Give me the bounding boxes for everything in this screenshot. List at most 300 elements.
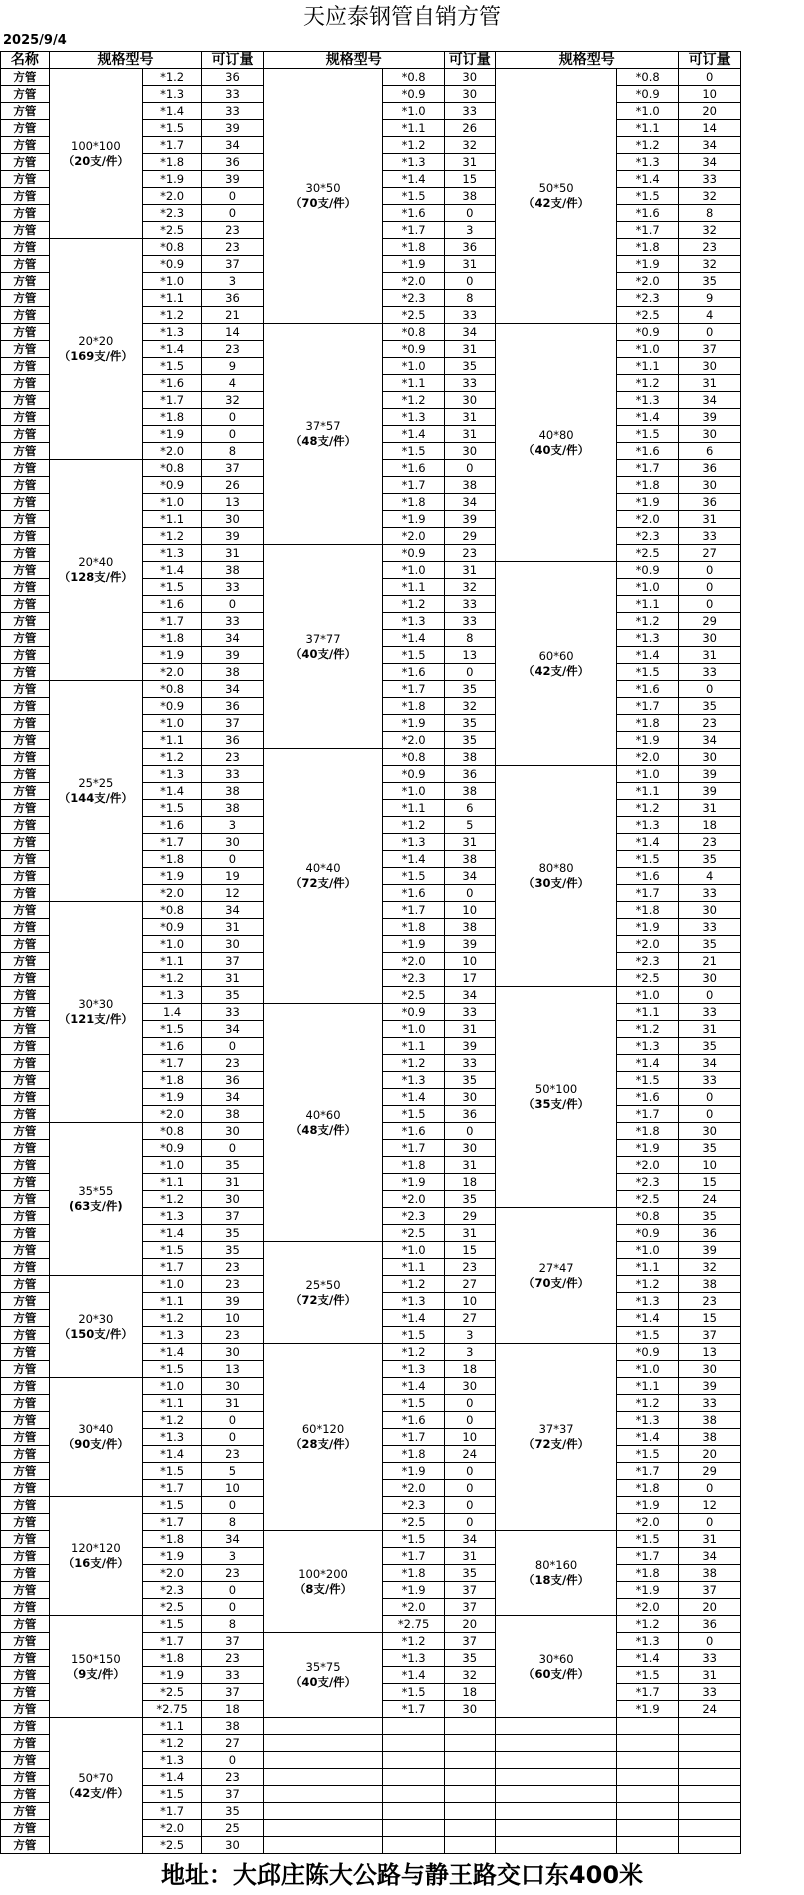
quantity-cell: 18 [444,1361,495,1378]
quantity-cell: 35 [202,1225,263,1242]
product-name-cell: 方管 [1,511,50,528]
spec-group-cell [49,1616,142,1718]
empty-cell [263,1820,383,1837]
empty-cell [678,1735,741,1752]
thickness-cell: *1.7 [617,1463,678,1480]
quantity-cell: 34 [678,1055,741,1072]
empty-cell [263,1718,383,1735]
thickness-cell: *0.8 [142,460,201,477]
thickness-cell: *1.4 [142,783,201,800]
empty-cell [263,1803,383,1820]
quantity-cell: 31 [678,647,741,664]
quantity-cell: 10 [444,1293,495,1310]
product-name-cell: 方管 [1,358,50,375]
thickness-cell: *1.2 [383,137,444,154]
thickness-cell: *1.2 [142,1735,201,1752]
thickness-cell: *1.0 [142,1276,201,1293]
quantity-cell: 39 [678,409,741,426]
thickness-cell: *0.9 [142,698,201,715]
thickness-cell: *1.7 [383,681,444,698]
thickness-cell: *1.4 [383,1089,444,1106]
quantity-cell: 8 [444,290,495,307]
thickness-cell: *1.8 [383,1446,444,1463]
quantity-cell: 39 [202,647,263,664]
spec-group-cell [49,902,142,1123]
product-name-cell: 方管 [1,1225,50,1242]
quantity-cell: 36 [444,766,495,783]
quantity-cell: 35 [202,987,263,1004]
thickness-cell: *2.3 [617,1174,678,1191]
product-name-cell: 方管 [1,460,50,477]
thickness-cell: *2.0 [617,273,678,290]
thickness-cell: *1.7 [142,1259,201,1276]
table-row [1,239,804,256]
spec-group-cell [49,460,142,681]
spec-size: 35*55 [78,1184,114,1198]
product-name-cell: 方管 [1,562,50,579]
quantity-cell: 15 [444,171,495,188]
thickness-cell: *1.0 [617,987,678,1004]
thickness-cell: *1.0 [142,936,201,953]
address: 地址：大邱庄陈大公路与静王路交口东400米 [160,1861,644,1889]
product-name-cell: 方管 [1,851,50,868]
quantity-cell: 31 [444,562,495,579]
quantity-cell: 23 [202,222,263,239]
thickness-cell: *1.1 [142,511,201,528]
quantity-cell: 32 [202,392,263,409]
thickness-cell: *2.0 [383,273,444,290]
thickness-cell: *1.9 [383,1463,444,1480]
thickness-cell: *1.9 [142,1089,201,1106]
quantity-cell: 36 [678,494,741,511]
empty-cell [444,1786,495,1803]
thickness-cell: *1.2 [142,307,201,324]
table-row [1,69,804,86]
quantity-cell: 0 [202,1752,263,1769]
quantity-cell: 33 [678,919,741,936]
empty-cell [444,1718,495,1735]
quantity-cell: 30 [444,443,495,460]
quantity-cell: 33 [202,579,263,596]
product-name-cell: 方管 [1,1412,50,1429]
product-name-cell: 方管 [1,749,50,766]
product-name-cell: 方管 [1,86,50,103]
spec-group-cell [495,987,617,1208]
quantity-cell: 4 [678,307,741,324]
empty-cell [678,1718,741,1735]
thickness-cell: *1.2 [617,1276,678,1293]
thickness-cell: *1.7 [142,1514,201,1531]
quantity-cell: 12 [678,1497,741,1514]
thickness-cell: *1.8 [617,1480,678,1497]
product-name-cell: 方管 [1,1769,50,1786]
thickness-cell: *1.5 [383,188,444,205]
thickness-cell: *1.3 [142,766,201,783]
product-name-cell: 方管 [1,1378,50,1395]
quantity-cell: 35 [678,1038,741,1055]
thickness-cell: *1.5 [617,851,678,868]
quantity-cell: 32 [678,222,741,239]
thickness-cell: *1.3 [383,1650,444,1667]
thickness-cell: *1.0 [383,1021,444,1038]
thickness-cell: *1.2 [617,375,678,392]
spec-group-cell [263,1344,383,1531]
quantity-cell: 32 [444,137,495,154]
quantity-cell: 23 [202,749,263,766]
product-name-cell: 方管 [1,1752,50,1769]
spec-pack: (63支/件) [68,1199,123,1213]
empty-cell [617,1752,678,1769]
thickness-cell: *1.9 [383,1582,444,1599]
thickness-cell: *1.9 [142,171,201,188]
thickness-cell: *1.2 [617,1395,678,1412]
quantity-cell: 31 [444,409,495,426]
quantity-cell: 37 [202,1786,263,1803]
header-qty-1: 可订量 [202,52,263,69]
spec-pack: （70支/件） [289,196,357,210]
empty-cell [263,1752,383,1769]
quantity-cell: 27 [444,1310,495,1327]
product-name-cell: 方管 [1,1259,50,1276]
product-name-cell: 方管 [1,766,50,783]
quantity-cell: 26 [444,120,495,137]
thickness-cell: *1.6 [617,868,678,885]
product-name-cell: 方管 [1,1820,50,1837]
spec-pack: （42支/件） [522,196,590,210]
product-name-cell: 方管 [1,273,50,290]
quantity-cell: 39 [202,171,263,188]
product-name-cell: 方管 [1,919,50,936]
quantity-cell: 10 [444,953,495,970]
thickness-cell: *1.7 [142,613,201,630]
thickness-cell: *2.5 [617,970,678,987]
quantity-cell: 0 [444,1497,495,1514]
thickness-cell: *1.6 [383,664,444,681]
quantity-cell: 30 [444,1701,495,1718]
spec-pack: （16支/件） [62,1556,129,1570]
quantity-cell: 27 [444,1276,495,1293]
product-name-cell: 方管 [1,1140,50,1157]
thickness-cell: *2.0 [142,1106,201,1123]
product-name-cell: 方管 [1,885,50,902]
spec-group-cell [49,1378,142,1497]
spec-group-cell [495,562,617,766]
thickness-cell: *1.0 [142,715,201,732]
thickness-cell: *1.3 [142,545,201,562]
thickness-cell: *1.0 [617,103,678,120]
quantity-cell: 0 [202,1497,263,1514]
empty-cell [617,1769,678,1786]
empty-cell [383,1786,444,1803]
spec-pack: （144支/件） [58,791,133,805]
product-name-cell: 方管 [1,834,50,851]
quantity-cell: 31 [678,375,741,392]
product-name-cell: 方管 [1,188,50,205]
empty-cell [444,1803,495,1820]
spec-group-cell [495,766,617,987]
thickness-cell: *0.8 [383,749,444,766]
thickness-cell: *1.9 [383,936,444,953]
thickness-cell: *1.8 [142,154,201,171]
thickness-cell: *1.5 [383,1106,444,1123]
product-name-cell: 方管 [1,1616,50,1633]
product-name-cell: 方管 [1,1497,50,1514]
thickness-cell: *1.5 [617,1072,678,1089]
product-name-cell: 方管 [1,596,50,613]
thickness-cell: *1.5 [142,1463,201,1480]
table-row [1,460,804,477]
header-spec-1: 规格型号 [49,52,202,69]
quantity-cell: 23 [678,239,741,256]
quantity-cell: 31 [202,545,263,562]
spec-size: 37*37 [538,1422,574,1436]
spec-pack: （72支/件） [289,1292,357,1307]
quantity-cell: 35 [444,1650,495,1667]
spec-size: 50*70 [78,1770,114,1785]
page-title: 天应泰钢管自销方管 [302,5,501,30]
quantity-cell: 0 [444,885,495,902]
quantity-cell: 30 [678,1123,741,1140]
thickness-cell: *1.7 [383,477,444,494]
spec-group-cell [263,1004,383,1242]
empty-cell [383,1752,444,1769]
thickness-cell: *1.9 [617,1582,678,1599]
spec-pack: （72支/件） [522,1437,590,1451]
quantity-cell: 31 [202,1395,263,1412]
product-name-cell: 方管 [1,1361,50,1378]
thickness-cell: *1.5 [142,120,201,137]
quantity-cell: 34 [202,1531,263,1548]
empty-cell [495,1735,617,1752]
thickness-cell: *1.2 [383,1276,444,1293]
empty-cell [383,1803,444,1820]
thickness-cell: *2.3 [617,528,678,545]
quantity-cell: 30 [444,1140,495,1157]
thickness-cell: *0.9 [383,1004,444,1021]
quantity-cell: 30 [202,834,263,851]
quantity-cell: 23 [444,545,495,562]
thickness-cell: *1.3 [617,154,678,171]
quantity-cell: 33 [202,613,263,630]
thickness-cell: *1.2 [617,137,678,154]
product-name-cell: 方管 [1,290,50,307]
quantity-cell: 38 [678,1565,741,1582]
quantity-cell: 35 [678,936,741,953]
quantity-cell: 29 [444,1208,495,1225]
thickness-cell: *1.1 [617,596,678,613]
quantity-cell: 0 [202,1412,263,1429]
quantity-cell: 0 [678,681,741,698]
quantity-cell: 30 [202,1344,263,1361]
thickness-cell: *1.9 [142,1667,201,1684]
quantity-cell: 31 [202,1174,263,1191]
spec-pack: （40支/件） [289,1675,357,1689]
thickness-cell: *1.0 [142,273,201,290]
thickness-cell: *1.7 [142,392,201,409]
quantity-cell: 30 [202,936,263,953]
quantity-cell: 39 [444,1038,495,1055]
thickness-cell: *1.2 [142,69,201,86]
thickness-cell: *1.9 [383,511,444,528]
quantity-cell: 33 [678,1072,741,1089]
thickness-cell: *1.4 [383,630,444,647]
spec-group-cell [495,1208,617,1344]
product-name-cell: 方管 [1,69,50,86]
thickness-cell: *1.8 [383,1565,444,1582]
spec-pack: （150支/件） [58,1326,133,1341]
thickness-cell: *1.3 [142,1752,201,1769]
thickness-cell: *1.0 [617,766,678,783]
quantity-cell: 32 [678,188,741,205]
thickness-cell: *1.5 [142,1021,201,1038]
table-row [1,902,804,919]
quantity-cell: 31 [444,426,495,443]
quantity-cell: 38 [444,851,495,868]
product-name-cell: 方管 [1,477,50,494]
empty-cell [495,1718,617,1735]
spec-size: 20*30 [78,1311,114,1326]
thickness-cell: *2.0 [383,1599,444,1616]
quantity-cell: 39 [202,120,263,137]
product-name-cell: 方管 [1,1446,50,1463]
thickness-cell: *1.8 [617,1565,678,1582]
product-name-cell: 方管 [1,1582,50,1599]
quantity-cell: 31 [202,919,263,936]
product-name-cell: 方管 [1,1786,50,1803]
quantity-cell: 31 [444,154,495,171]
quantity-cell: 24 [444,1446,495,1463]
product-name-cell: 方管 [1,715,50,732]
thickness-cell: *1.3 [383,834,444,851]
quantity-cell: 31 [202,970,263,987]
spec-group-cell [263,545,383,749]
quantity-cell: 34 [202,1089,263,1106]
quantity-cell: 35 [444,358,495,375]
thickness-cell: *1.1 [142,732,201,749]
quantity-cell: 33 [444,596,495,613]
spec-group-cell [49,1718,142,1854]
spec-pack: （48支/件） [289,434,357,448]
quantity-cell: 29 [678,613,741,630]
quantity-cell: 30 [444,392,495,409]
quantity-cell: 30 [678,630,741,647]
quantity-cell: 39 [202,1293,263,1310]
quantity-cell: 37 [202,1684,263,1701]
quantity-cell: 21 [678,953,741,970]
spec-group-cell [263,1242,383,1344]
product-name-cell: 方管 [1,154,50,171]
thickness-cell: *1.7 [142,834,201,851]
quantity-cell: 0 [202,1038,263,1055]
thickness-cell: *0.8 [142,239,201,256]
thickness-cell: *1.7 [383,1548,444,1565]
thickness-cell: *1.1 [383,800,444,817]
quantity-cell: 0 [202,851,263,868]
empty-cell [444,1837,495,1854]
thickness-cell: *2.0 [617,1157,678,1174]
thickness-cell: *1.7 [142,1633,201,1650]
thickness-cell: *1.4 [142,1769,201,1786]
quantity-cell: 33 [444,103,495,120]
quantity-cell: 24 [678,1191,741,1208]
quantity-cell: 35 [202,1157,263,1174]
quantity-cell: 13 [202,1361,263,1378]
product-name-cell: 方管 [1,613,50,630]
thickness-cell: *1.1 [142,1395,201,1412]
thickness-cell: *1.5 [383,1531,444,1548]
empty-cell [617,1803,678,1820]
quantity-cell: 39 [202,528,263,545]
table-row [1,681,804,698]
quantity-cell: 27 [202,1735,263,1752]
spec-group-cell [495,1616,617,1718]
thickness-cell: *1.4 [617,1055,678,1072]
quantity-cell: 38 [202,783,263,800]
quantity-cell: 10 [202,1480,263,1497]
quantity-cell: 34 [444,324,495,341]
empty-cell [495,1820,617,1837]
thickness-cell: *2.5 [142,1837,201,1854]
product-name-cell: 方管 [1,579,50,596]
spec-size: 20*20 [78,334,114,348]
quantity-cell: 37 [202,1633,263,1650]
empty-cell [444,1752,495,1769]
spec-group-cell [263,1633,383,1718]
spec-size: 27*47 [538,1260,574,1275]
thickness-cell: *1.9 [617,732,678,749]
thickness-cell: *1.2 [383,1633,444,1650]
thickness-cell: *2.0 [142,443,201,460]
thickness-cell: *1.4 [383,1378,444,1395]
spec-size: 100*100 [71,138,121,153]
spec-pack: （40支/件） [522,442,590,457]
thickness-cell: *0.8 [142,902,201,919]
product-name-cell: 方管 [1,171,50,188]
spec-group-cell [495,324,617,562]
empty-cell [617,1820,678,1837]
thickness-cell: *2.0 [383,1480,444,1497]
quantity-cell: 38 [444,919,495,936]
thickness-cell: *1.8 [142,630,201,647]
thickness-cell: *1.1 [383,579,444,596]
thickness-cell: *1.3 [383,154,444,171]
quantity-cell: 12 [202,885,263,902]
quantity-cell: 31 [444,1548,495,1565]
quantity-cell: 34 [202,630,263,647]
quantity-cell: 35 [678,273,741,290]
product-name-cell: 方管 [1,1293,50,1310]
quantity-cell: 0 [444,1514,495,1531]
thickness-cell: *1.0 [617,1361,678,1378]
thickness-cell: *1.9 [383,715,444,732]
thickness-cell: *2.3 [383,970,444,987]
thickness-cell: *1.9 [142,1548,201,1565]
quantity-cell: 23 [202,1446,263,1463]
spec-group-cell [495,69,617,324]
thickness-cell: *1.2 [142,970,201,987]
quantity-cell: 0 [202,188,263,205]
quantity-cell: 35 [444,1072,495,1089]
quantity-cell: 15 [444,1242,495,1259]
quantity-cell: 38 [202,664,263,681]
quantity-cell: 31 [444,1157,495,1174]
thickness-cell: *1.2 [383,596,444,613]
thickness-cell: *1.8 [617,715,678,732]
quantity-cell: 0 [678,987,741,1004]
quantity-cell: 10 [444,902,495,919]
thickness-cell: *1.2 [617,1616,678,1633]
thickness-cell: *1.0 [383,783,444,800]
